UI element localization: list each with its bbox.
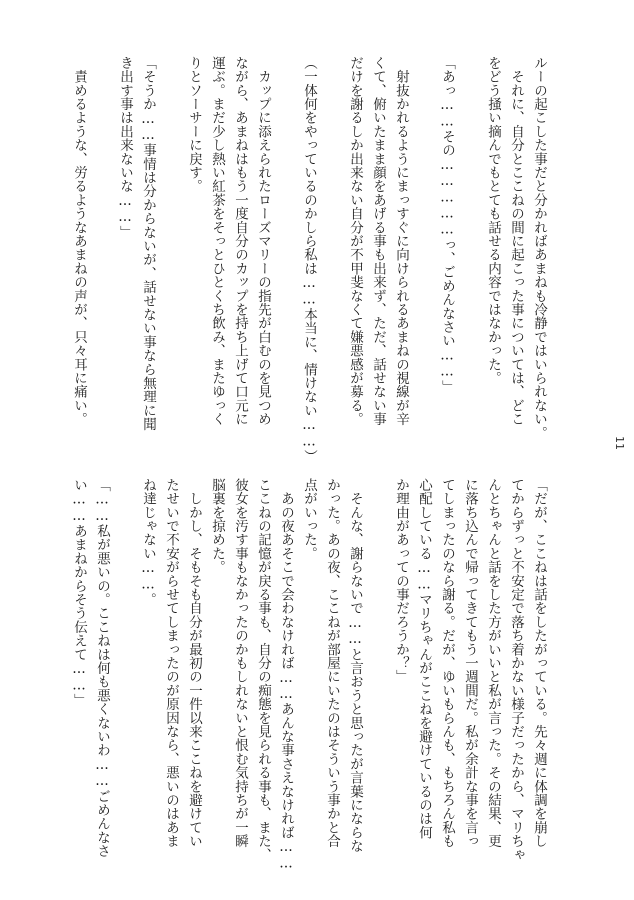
text-line: か理由があっての事だろうか？」 (393, 478, 409, 684)
text-line: たせいで不安がらせてしまったのが原因なら、悪いのはあま (163, 478, 179, 848)
text-line (412, 56, 435, 436)
text-line: あの夜あそこで会わなければ……あんな事さえなければ…… (278, 478, 294, 872)
text-line: をどう掻い摘んでもとても話せる内容ではなかった。 (485, 56, 501, 385)
text-line: 射抜かれるようにまっすぐに向けられるあまねの視線が辛 (393, 56, 409, 426)
text-line: ながら、あまねはもう一度自分のカップを持ち上げて口元に (232, 56, 248, 426)
text-line (90, 56, 113, 436)
text-line: い……あまねからそう伝えて……」 (71, 478, 87, 708)
text-line: カップに添えられたローズマリーの指先が白むのを見つめ (255, 56, 271, 426)
text-line: に落ち込んで帰ってきてもう一週間だ。私が余計な事を言っ (462, 478, 478, 848)
text-line: 脳裏を掠めた。 (209, 478, 225, 574)
text-line: それに、自分とここねの間に起こった事については、どこ (508, 56, 524, 426)
text-line: だけを謝るしか出来ない自分が不甲斐なくて嫌悪感が募る。 (347, 56, 363, 426)
text-line (458, 56, 481, 436)
text-line: 心配している……マリちゃんがここねを避けているのは何 (416, 478, 432, 840)
text-line: 彼女を汚す事もなかったのかもしれないと恨む気持ちが一瞬 (232, 478, 248, 848)
text-line: （一体何をやっているのかしら私は……本当に、情けない……） (301, 56, 317, 464)
text-line: 「あっ……その……………っ、ごめんなさい……」 (439, 56, 455, 394)
text-line: き出す事は出来ないな……」 (117, 56, 133, 240)
text-line (113, 478, 136, 858)
text-line: 「そうか……事情は分からないが、話せない事なら無理に聞 (140, 56, 156, 431)
text-line (366, 478, 389, 858)
text-line: りとソーサーに戻す。 (186, 56, 202, 193)
text-line: 責めるような、労るようなあまねの声が、只々耳に痛い。 (71, 56, 87, 426)
text-line: ね達じゃない……。 (140, 478, 156, 607)
text-line (159, 56, 182, 436)
text-line: そんな、謝らないで……と言おうと思ったが言葉にならな (347, 478, 363, 853)
text-line (320, 56, 343, 436)
text-line: ここねの記憶が戻る事も、自分の痴態を見られる事も、また、 (255, 478, 271, 862)
text-line: かった。あの夜、ここねが部屋にいたのはそういう事かと合 (324, 478, 340, 848)
text-line: 運ぶ。まだ少し熱い紅茶をそっとひとくち飲み、またゆっく (209, 56, 225, 426)
text-line: 「だが、ここねは話をしたがっている。先々週に体調を崩し (531, 478, 547, 848)
text-line: んとちゃんと話をした方がいいと私が言った。その結果、更 (485, 478, 501, 848)
text-line: 「……私が悪いの。ここねは何も悪くないわ……ごめんなさ (94, 478, 110, 858)
text-line: ルーの起こした事だと分かればあまねも冷静ではいられない。 (531, 56, 547, 440)
text-line: 点がいった。 (301, 478, 317, 561)
text-line: てしまったのなら謝る。だが、ゆいもらんも、もちろん私も (439, 478, 455, 848)
text-line (274, 56, 297, 436)
text-line: てからずっと不安定で落ち着かない様子だったから、マリちゃ (508, 478, 524, 862)
text-line: しかし、そもそも自分が最初の一件以来ここねを避けてい (186, 478, 202, 848)
text-line: くて、俯いたまま顔をあげる事も出来ず、ただ、話せない事 (370, 56, 386, 426)
text-block-top (67, 56, 550, 464)
page-number: 11 (613, 436, 626, 450)
text-block-bottom (67, 478, 550, 872)
